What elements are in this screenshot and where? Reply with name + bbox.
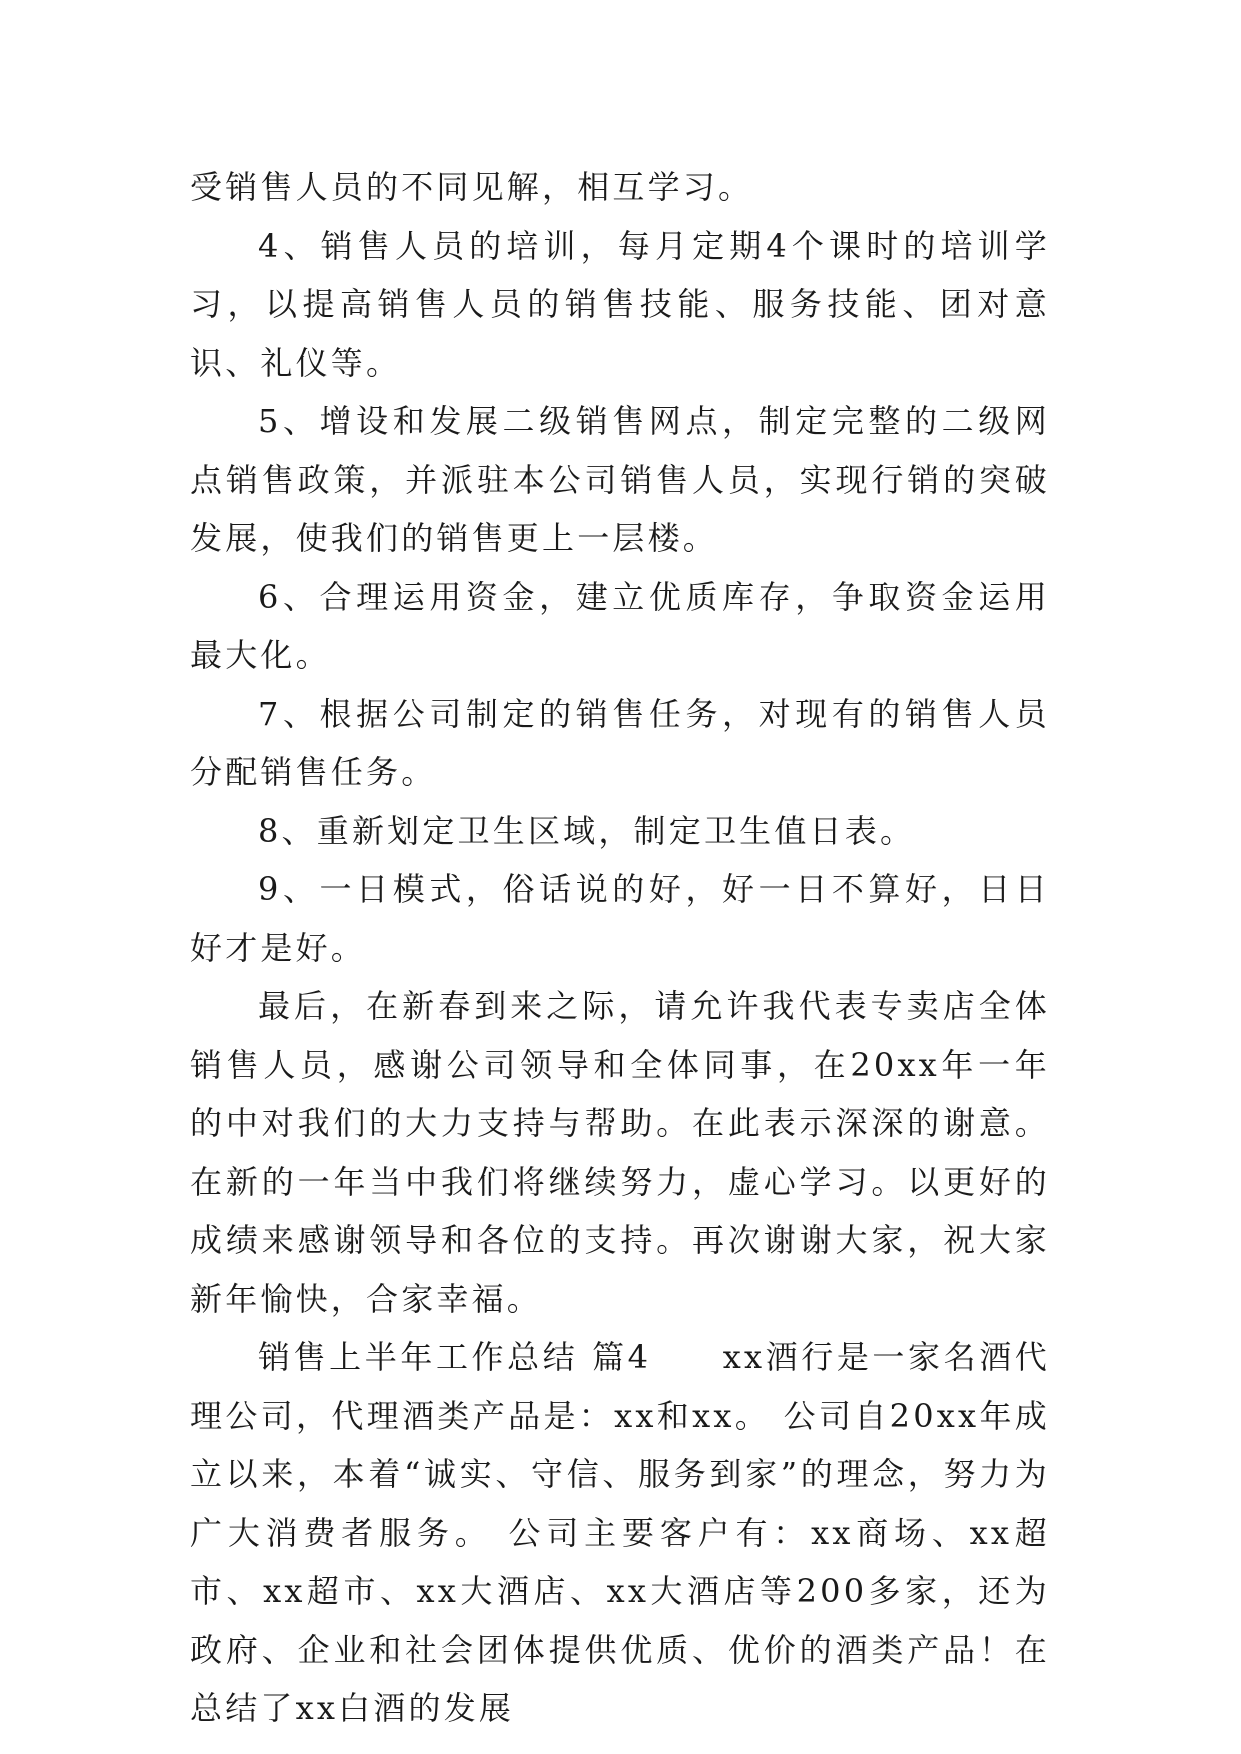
paragraph-7: 9、一日模式，俗话说的好，好一日不算好，日日好才是好。 (190, 870, 1050, 967)
paragraph-6: 8、重新划定卫生区域，制定卫生值日表。 (258, 811, 916, 850)
paragraph-4: 6、合理运用资金，建立优质库存，争取资金运用最大化。 (190, 577, 1050, 674)
paragraph-9: 销售上半年工作总结 篇4 xx酒行是一家名酒代理公司，代理酒类产品是：xx和xx。 公司自20xx年成立以来，本着“诚实、守信、服务到家”的理念，努力为广大消费者服务。 公司主要客户有：xx商场、xx超市、xx超市、xx大酒店、xx大酒店等200多家，还为政府、企业和社会团体提供优质、优价的酒类产品！在总结了xx白酒的发展 (190, 1338, 1050, 1727)
paragraph-1: 受销售人员的不同见解，相互学习。 (190, 168, 754, 206)
paragraph-3: 5、增设和发展二级销售网点，制定完整的二级网点销售政策，并派驻本公司销售人员，实现行销的突破发展，使我们的销售更上一层楼。 (190, 402, 1050, 557)
paragraph-8: 最后，在新春到来之际，请允许我代表专卖店全体销售人员，感谢公司领导和全体同事，在20xx年一年的中对我们的大力支持与帮助。在此表示深深的谢意。在新的一年当中我们将继续努力，虚心学习。以更好的成绩来感谢领导和各位的支持。再次谢谢大家，祝大家新年愉快，合家幸福。 (190, 987, 1050, 1318)
paragraph-2: 4、销售人员的培训，每月定期4个课时的培训学习，以提高销售人员的销售技能、服务技能、团对意识、礼仪等。 (190, 226, 1050, 382)
paragraph-5: 7、根据公司制定的销售任务，对现有的销售人员分配销售任务。 (190, 694, 1050, 791)
document-body (190, 158, 1050, 1738)
